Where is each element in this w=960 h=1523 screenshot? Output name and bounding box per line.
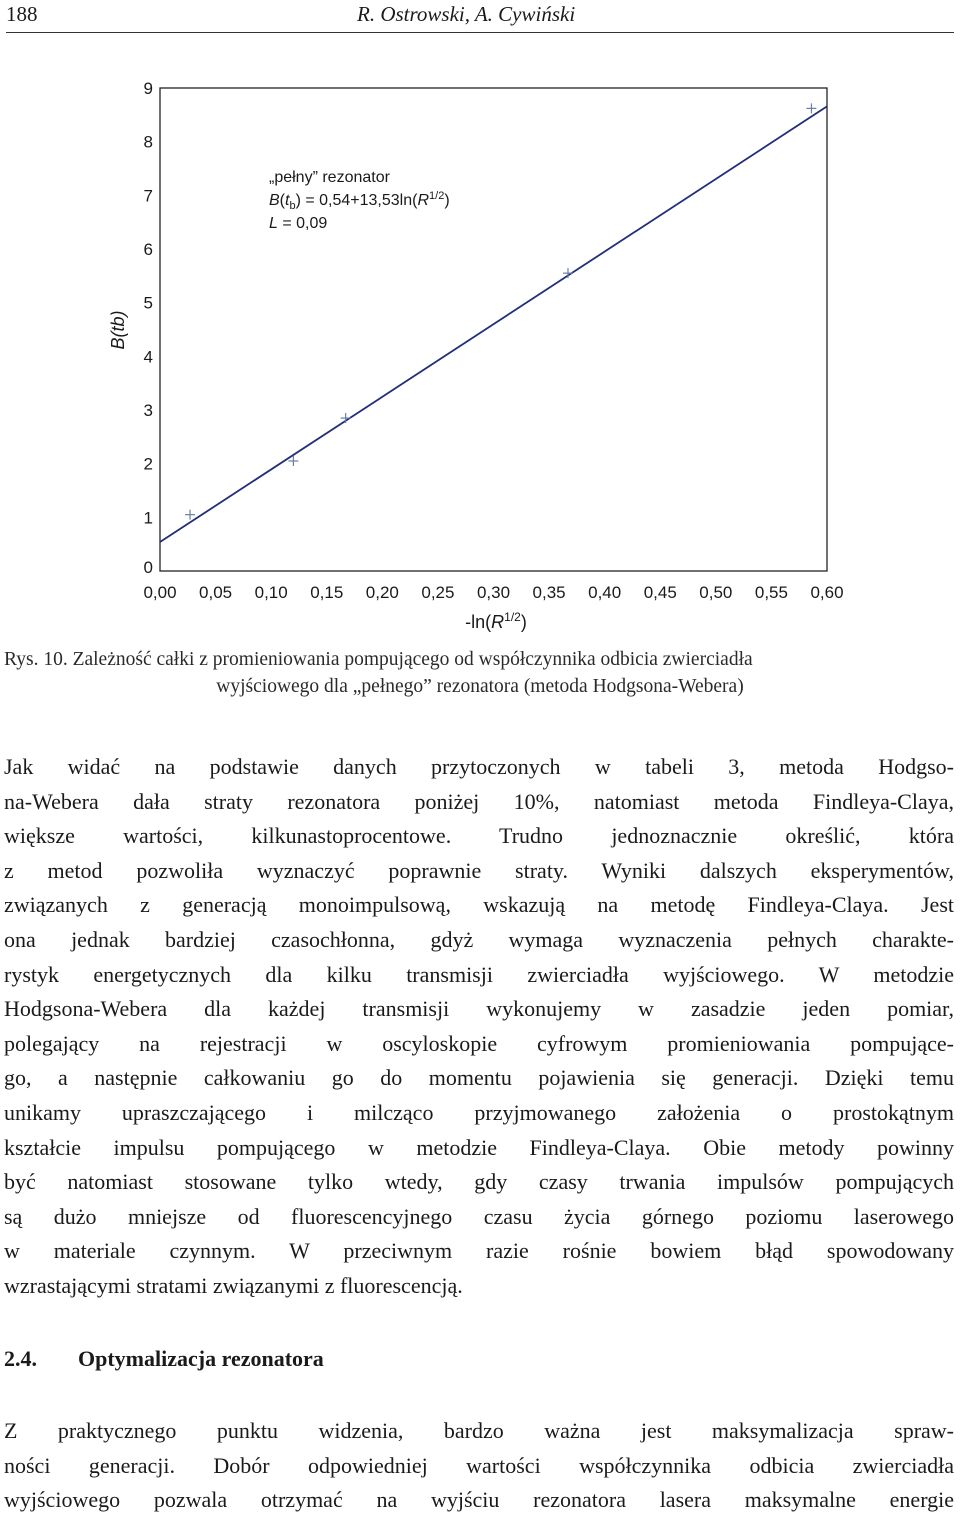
y-tick-label: 0: [143, 558, 153, 577]
body-paragraph-1: [4, 750, 954, 1304]
text-line: Hodgsona-Webera dla każdej transmisji wykonujemy w zasadzie jeden pomiar,: [4, 996, 954, 1022]
data-point: [185, 510, 195, 520]
text-line: z metod pozwoliła wyznaczyć poprawnie straty. Wyniki dalszych eksperymentów,: [4, 857, 954, 883]
figure-caption: [4, 646, 956, 700]
text-line: większe wartości, kilkunastoprocentowe. Trudno jednoznacznie określić, która: [4, 823, 954, 849]
y-axis: [144, 79, 153, 577]
figure: [0, 60, 960, 640]
y-tick-label: 1: [143, 508, 153, 528]
section-number: 2.4.: [4, 1346, 37, 1371]
x-tick-label: 0,45: [643, 583, 677, 602]
x-tick-label: 0,30: [476, 583, 511, 602]
text-line: polegający na rejestracji w oscyloskopie cyfrowym promieniowania pompujące-: [4, 1030, 954, 1056]
x-tick-label: 0,50: [699, 583, 733, 602]
x-tick-label: 0,00: [143, 583, 177, 602]
y-axis-label: [108, 310, 128, 349]
page-header: [6, 0, 954, 34]
x-tick-label: 0,25: [421, 583, 455, 602]
x-tick-label: 0,10: [254, 583, 288, 602]
x-tick-label: 0,40: [588, 583, 622, 602]
annotation-line1: „pełny” rezonator: [269, 169, 390, 186]
text-line: wyjściowego pozwala otrzymać na wyjściu rezonatora lasera maksymalne energie: [4, 1487, 954, 1513]
x-tick-label: 0,05: [199, 583, 233, 602]
y-tick-label: 9: [143, 79, 153, 98]
text-line: unikamy upraszczającego i milcząco przyjmowanego założenia o prostokątnym: [4, 1099, 954, 1125]
y-tick-label: 4: [143, 347, 153, 367]
section-heading: [4, 1346, 324, 1372]
text-line: w materiale czynnym. W przeciwnym razie rośnie bowiem błąd spowodowany: [4, 1238, 954, 1264]
data-point: [806, 103, 816, 113]
text-line: ona jednak bardziej czasochłonna, gdyż wymaga wyznaczenia pełnych charakte-: [4, 926, 954, 952]
page-number: 188: [6, 2, 38, 26]
chart: [0, 60, 960, 640]
x-tick-label: 0,60: [810, 583, 844, 602]
plot-frame: [160, 88, 827, 571]
caption-line-2: wyjściowego dla „pełnego” rezonatora (metoda Hodgsona-Webera): [216, 676, 744, 697]
y-tick-label: 8: [143, 132, 153, 152]
text-line: Z praktycznego punktu widzenia, bardzo ważna jest maksymalizacja spraw-: [4, 1418, 954, 1443]
text-line: rystyk energetycznych dla kilku transmisji zwierciadła wyjściowego. W metodzie: [4, 961, 954, 987]
y-axis-label-text: B(tb): [108, 310, 128, 350]
text-line: wzrastającymi stratami związanymi z fluorescencją.: [4, 1272, 463, 1298]
caption-line-1: Rys. 10. Zależność całki z promieniowania pompującego od współczynnika odbicia zwierciadła: [4, 649, 753, 670]
header-rule: [6, 32, 954, 33]
data-point: [341, 413, 351, 423]
text-line: na-Webera dała straty rezonatora poniżej 10%, natomiast metoda Findleya-Claya,: [4, 788, 954, 814]
data-point: [563, 268, 573, 278]
text-line: Jak widać na podstawie danych przytoczonych w tabeli 3, metoda Hodgso-: [4, 754, 954, 779]
y-tick-label: 3: [143, 401, 153, 420]
x-tick-label: 0,15: [310, 583, 344, 602]
text-line: być natomiast stosowane tylko wtedy, gdy czasy trwania impulsów pompujących: [4, 1169, 954, 1195]
fit-line: [160, 106, 827, 542]
x-tick-label: 0,20: [365, 583, 399, 602]
text-line: ności generacji. Dobór odpowiedniej wartości współczynnika odbicia zwierciadła: [4, 1452, 954, 1478]
text-line: kształcie impulsu pompującego w metodzie Findleya-Claya. Obie metody powinny: [4, 1134, 954, 1160]
x-axis: [143, 583, 843, 602]
running-head: R. Ostrowski, A. Cywiński: [357, 2, 576, 26]
y-tick-label: 2: [143, 454, 153, 474]
x-tick-label: 0,35: [532, 583, 566, 602]
text-line: są dużo mniejsze od fluorescencyjnego czasu życia górnego poziomu laserowego: [4, 1203, 954, 1229]
section-title: Optymalizacja rezonatora: [78, 1346, 324, 1371]
x-axis-label: $-\ln(R^{1/2})$: [465, 610, 527, 632]
y-tick-label: 6: [143, 240, 153, 259]
text-line: go, a następnie całkowaniu go do momentu pojawienia się generacji. Dzięki temu: [4, 1065, 954, 1091]
annotation-line3: L = 0,09: [269, 215, 328, 232]
body-paragraph-2: [4, 1414, 954, 1518]
y-tick-label: 7: [143, 186, 153, 206]
data-points: [185, 103, 816, 519]
y-tick-label: 5: [143, 293, 153, 313]
x-tick-label: 0,55: [754, 583, 788, 602]
fit-annotation: [269, 169, 450, 232]
annotation-line2: $B(t_b) = 0,54+13,53\ln(R^{1/2})$: [269, 190, 450, 212]
text-line: związanych z generacją monoimpulsową, wskazują na metodę Findleya-Claya. Jest: [4, 892, 954, 918]
